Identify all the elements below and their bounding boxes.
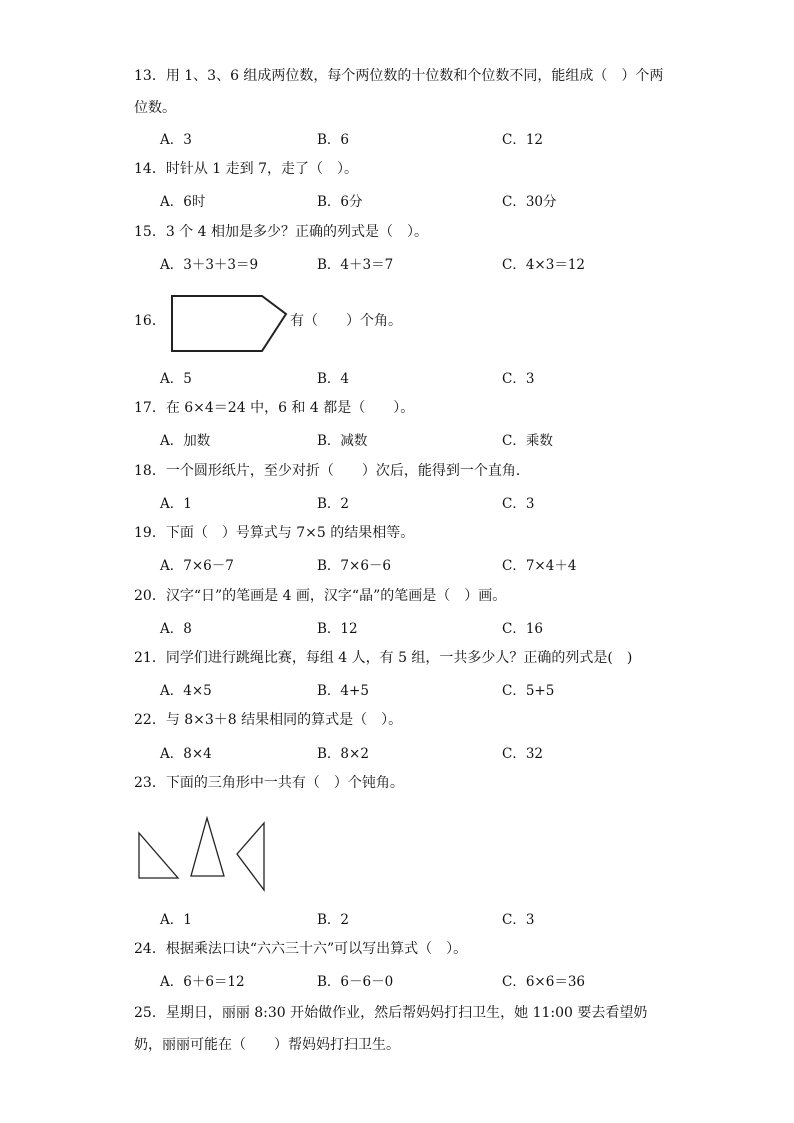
option-a[interactable]: A．4×5 — [160, 683, 212, 699]
option-c[interactable]: C．乘数 — [502, 433, 553, 449]
options-16 — [160, 367, 720, 387]
question-16-number: 16． — [134, 313, 166, 329]
acute-triangle — [191, 818, 224, 876]
option-a[interactable]: A．8 — [160, 621, 192, 637]
option-c[interactable]: C．5+5 — [502, 683, 555, 699]
options-19 — [160, 554, 720, 574]
option-b[interactable]: B．6－6－0 — [317, 974, 394, 990]
option-c[interactable]: C．16 — [502, 621, 544, 637]
obtuse-triangle — [237, 823, 264, 890]
question-13: 13．用 1、3、6 组成两位数，每个两位数的十位数和个位数不同，能组成（ ）个两位数。 — [134, 68, 664, 116]
question-16: 有（ ）个角。 — [290, 313, 402, 329]
option-b[interactable]: B．2 — [317, 912, 350, 928]
option-c[interactable]: C．12 — [502, 132, 544, 148]
question-18: 18．一个圆形纸片，至少对折（ ）次后，能得到一个直角． — [134, 463, 530, 479]
question-25: 25．星期日，丽丽 8:30 开始做作业，然后帮妈妈打扫卫生，她 11:00 要去看望奶奶，丽丽可能在（ ）帮妈妈打扫卫生。 — [134, 1005, 648, 1053]
question-21: 21．同学们进行跳绳比赛，每组 4 人，有 5 组，一共多少人？正确的列式是( ) — [134, 650, 633, 666]
option-b[interactable]: B．4＋3＝7 — [317, 257, 394, 273]
question-14: 14．时针从 1 走到 7，走了（ ）。 — [134, 161, 358, 177]
options-21 — [160, 679, 720, 699]
options-17 — [160, 429, 720, 449]
option-a[interactable]: A．7×6－7 — [160, 558, 234, 574]
option-c[interactable]: C．3 — [502, 912, 535, 928]
option-c[interactable]: C．3 — [502, 496, 535, 512]
option-b[interactable]: B．6 — [317, 132, 350, 148]
option-b[interactable]: B．8×2 — [317, 746, 369, 762]
options-20 — [160, 617, 720, 637]
options-14 — [160, 190, 720, 210]
option-c[interactable]: C．6×6＝36 — [502, 974, 585, 990]
triangles-figure — [136, 816, 268, 894]
question-15: 15．3 个 4 相加是多少？正确的列式是（ ）。 — [134, 224, 428, 240]
option-c[interactable]: C．4×3＝12 — [502, 257, 585, 273]
option-a[interactable]: A．5 — [160, 371, 192, 387]
option-a[interactable]: A．8×4 — [160, 746, 212, 762]
option-b[interactable]: B．12 — [317, 621, 358, 637]
question-19: 19．下面（ ）号算式与 7×5 的结果相等。 — [134, 525, 415, 541]
option-c[interactable]: C．3 — [502, 371, 535, 387]
option-a[interactable]: A．1 — [160, 496, 192, 512]
option-a[interactable]: A．1 — [160, 912, 192, 928]
options-23 — [160, 908, 720, 928]
option-b[interactable]: B．减数 — [317, 433, 368, 449]
pentagon-figure — [170, 294, 290, 354]
option-a[interactable]: A．3＋3＋3＝9 — [160, 257, 259, 273]
question-20: 20．汉字“日”的笔画是 4 画，汉字“晶”的笔画是（ ）画。 — [134, 588, 507, 604]
option-a[interactable]: A．3 — [160, 132, 192, 148]
question-22: 22．与 8×3＋8 结果相同的算式是（ ）。 — [134, 712, 403, 728]
option-b[interactable]: B．6分 — [317, 194, 363, 210]
option-a[interactable]: A．6时 — [160, 194, 206, 210]
question-17: 17．在 6×4＝24 中，6 和 4 都是（ ）。 — [134, 400, 415, 416]
options-13 — [160, 128, 720, 148]
option-c[interactable]: C．32 — [502, 746, 544, 762]
option-b[interactable]: B．7×6－6 — [317, 558, 391, 574]
option-c[interactable]: C．7×4＋4 — [502, 558, 577, 574]
question-23: 23．下面的三角形中一共有（ ）个钝角。 — [134, 775, 404, 791]
right-triangle — [139, 833, 178, 878]
option-b[interactable]: B．4+5 — [317, 683, 369, 699]
options-15 — [160, 253, 720, 273]
question-24: 24．根据乘法口诀“六六三十六”可以写出算式（ ）。 — [134, 941, 468, 957]
pentagon-shape — [172, 296, 286, 351]
options-18 — [160, 492, 720, 512]
options-24 — [160, 970, 720, 990]
option-a[interactable]: A．6＋6＝12 — [160, 974, 245, 990]
options-22 — [160, 742, 720, 762]
option-b[interactable]: B．4 — [317, 371, 350, 387]
option-b[interactable]: B．2 — [317, 496, 350, 512]
option-a[interactable]: A．加数 — [160, 433, 211, 449]
option-c[interactable]: C．30分 — [502, 194, 557, 210]
